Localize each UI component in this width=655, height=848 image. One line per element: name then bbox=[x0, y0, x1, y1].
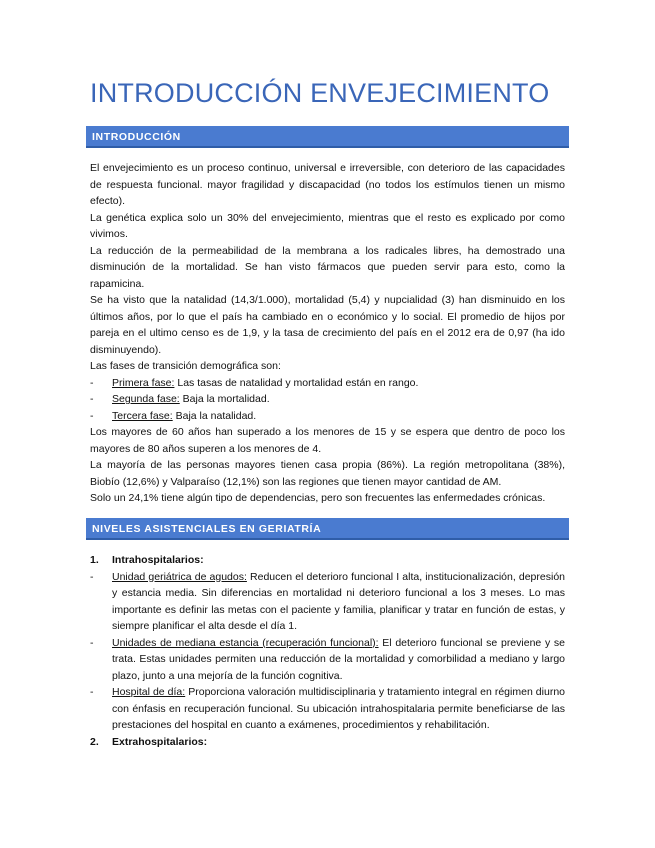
paragraph: Solo un 24,1% tiene algún tipo de dependencias, pero son frecuentes las enfermedades crónicas. bbox=[90, 492, 546, 504]
paragraph: La genética explica solo un 30% del envejecimiento, mientras que el resto es explicado por como vivimos. bbox=[90, 211, 565, 240]
list-item bbox=[90, 375, 565, 392]
paragraph: La reducción de la permeabilidad de la membrana a los radicales libres, ha demostrado una disminución de la mortalidad. Se han visto fármacos que pueden servir para esto, como la rapamicina. bbox=[90, 244, 565, 290]
section-heading-introduccion: INTRODUCCIÓN bbox=[86, 126, 569, 148]
numbered-item bbox=[90, 734, 565, 751]
list-label: Segunda fase: bbox=[112, 393, 180, 405]
paragraph: Las fases de transición demográfica son: bbox=[90, 360, 281, 372]
item-number: 2. bbox=[90, 735, 99, 748]
item-number: 1. bbox=[90, 554, 99, 566]
item-heading: Extrahospitalarios: bbox=[112, 735, 208, 748]
list-item bbox=[90, 684, 565, 734]
list-dash: - bbox=[90, 686, 94, 698]
list-text: El deterioro funcional se previene y se trata. Estas unidades permiten una reducción de la mortalidad y comorbilidad a mediano y largo plazo, junto a una mejoría de la función cognitiva. bbox=[112, 636, 565, 682]
list-dash: - bbox=[90, 376, 94, 389]
item-heading: Intrahospitalarios: bbox=[112, 554, 204, 566]
list-item bbox=[90, 408, 565, 425]
list-text: Baja la mortalidad. bbox=[179, 393, 270, 405]
section-body-introduccion bbox=[90, 160, 565, 507]
list-label: Unidades de mediana estancia (recuperación funcional): bbox=[112, 636, 379, 649]
list-text: Reducen el deterioro funcional I alta, institucionalización, depresión y estancia media. Sin diferencias en mortalidad ni deterioro funcional a los 3 meses. Lo mas importante es definir las metas con el paciente y familia, planificar y tratar en función de estas, y siempre planificar el alta desde el día 1. bbox=[112, 570, 565, 632]
list-dash: - bbox=[90, 409, 94, 422]
section-body-niveles bbox=[90, 552, 565, 750]
list-text: Proporciona valoración multidisciplinaria y tratamiento integral en régimen diurno con énfasis en recuperación funcional. Su ubicación intrahospitalaria permite beneficiarse de las prestaciones del hospital en cuanto a exámenes, procedimientos y rehabilitación. bbox=[112, 686, 566, 731]
section-heading-niveles: NIVELES ASISTENCIALES EN GERIATRÍA bbox=[86, 518, 569, 540]
list-text: Las tasas de natalidad y mortalidad están en rango. bbox=[174, 376, 419, 389]
list-item bbox=[90, 391, 565, 408]
list-label: Tercera fase: bbox=[112, 409, 173, 422]
list-dash: - bbox=[90, 393, 94, 405]
list-item bbox=[90, 635, 565, 685]
list-dash: - bbox=[90, 570, 94, 583]
list-item bbox=[90, 569, 565, 635]
list-text: Baja la natalidad. bbox=[172, 409, 257, 422]
list-label: Unidad geriátrica de agudos: bbox=[112, 570, 247, 583]
paragraph: El envejecimiento es un proceso continuo, universal e irreversible, con deterioro de las capacidades de respuesta funcional. mayor fragilidad y discapacidad (no todos los estímulos tienen un mismo efecto). bbox=[90, 162, 565, 207]
list-label: Hospital de día: bbox=[112, 686, 186, 698]
document-title: INTRODUCCIÓN ENVEJECIMIENTO bbox=[90, 78, 550, 108]
paragraph: La mayoría de las personas mayores tienen casa propia (86%). La región metropolitana (38%), Biobío (12,6%) y Valparaíso (12,1%) son las regiones que tienen mayor cantidad de AM. bbox=[90, 459, 565, 488]
list-label: Primera fase: bbox=[112, 376, 175, 389]
paragraph: Los mayores de 60 años han superado a los menores de 15 y se espera que dentro de poco los mayores de 80 años superen a los menores de 4. bbox=[90, 426, 565, 455]
numbered-item bbox=[90, 552, 565, 569]
paragraph: Se ha visto que la natalidad (14,3/1.000), mortalidad (5,4) y nupcialidad (3) han disminuido en los últimos años, por lo que el país ha cambiado en o económico y lo social. El promedio de hijos por pareja en el ultimo censo es de 1,9, y la tasa de crecimiento del país en el 2012 era de 0,97 (ha ido disminuyendo). bbox=[90, 294, 565, 356]
list-dash: - bbox=[90, 636, 94, 649]
